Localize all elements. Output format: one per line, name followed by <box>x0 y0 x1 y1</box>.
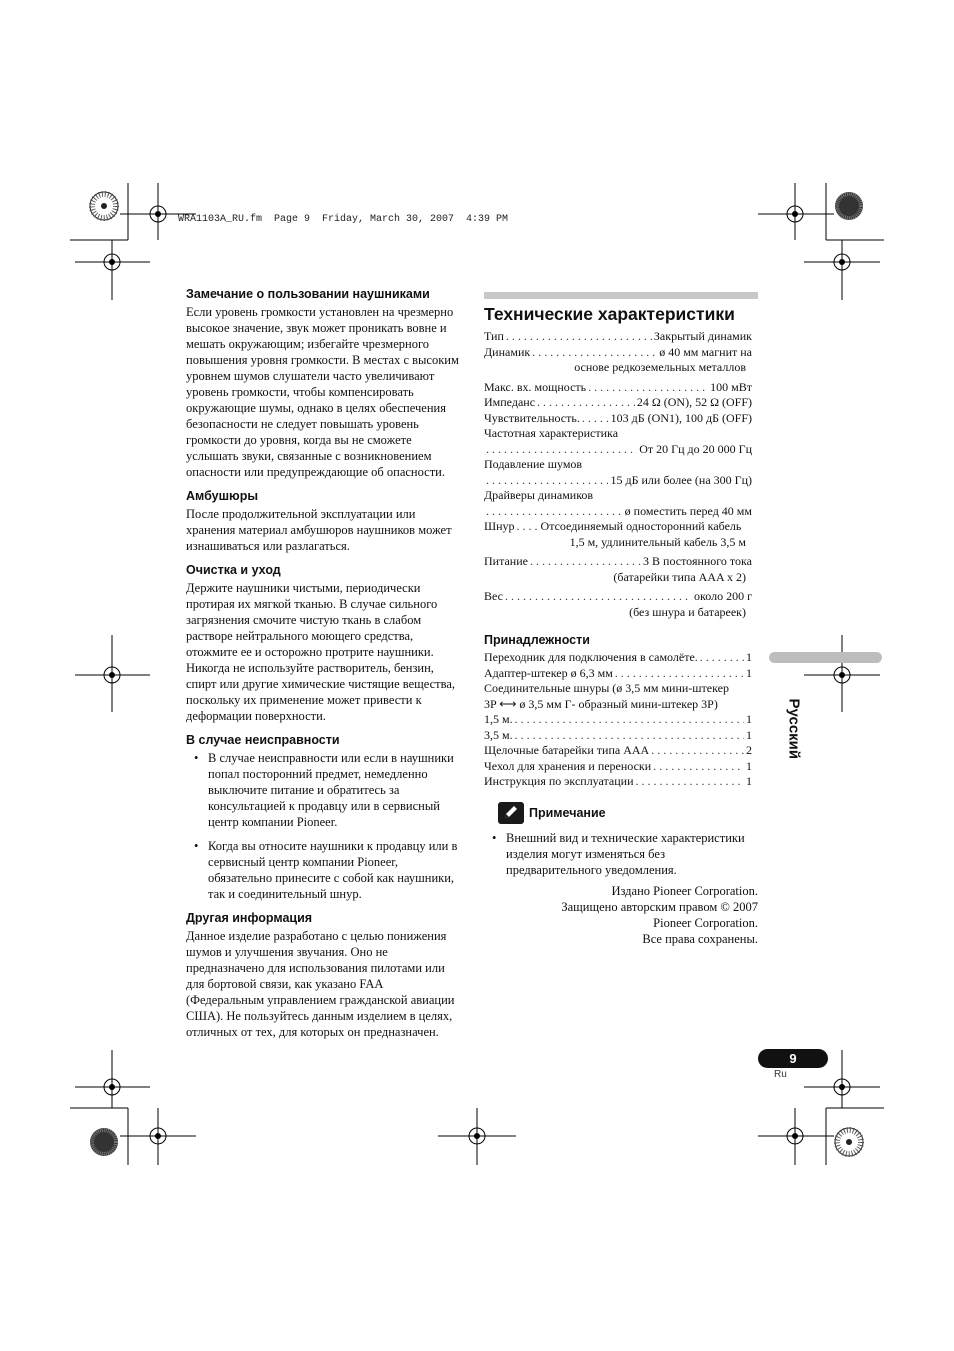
section-title-cleaning: Очистка и уход <box>186 563 281 577</box>
file-header-line: WRA1103A_RU.fm Page 9 Friday, March 30, 2007 4:39 PM <box>178 214 509 225</box>
bullet-malfunction-2: • Когда вы относите наушники к продавцу или в сервисный центр компании Pioneer, обязательно принесите с собой как наушники, так и соединительный шнур. <box>186 838 460 902</box>
acc-row-cord-15: 1,5 м. . . . 1 <box>484 712 752 728</box>
spec-row-weight-cont: (без шнура и батареек) <box>629 604 746 619</box>
copyright-line-1: Издано Pioneer Corporation. <box>611 884 758 898</box>
copyright-line-3: Pioneer Corporation. <box>653 916 758 930</box>
language-tab-bar <box>769 652 882 663</box>
spec-row-nr-label: Подавление шумов <box>484 457 583 471</box>
acc-row-cords: Соединительные шнуры (ø 3,5 мм мини-штекер <box>484 681 729 695</box>
section-title-other-info: Другая информация <box>186 911 313 925</box>
spec-row-sensitivity: Чувствительность. . . . 103 дБ (ON1), 100 дБ (OFF) <box>484 411 752 427</box>
acc-row-manual: Инструкция по эксплуатации . . . 1 <box>484 774 752 790</box>
acc-row-batteries: Щелочные батарейки типа AAA . . . 2 <box>484 743 752 759</box>
spec-row-type: Тип . . . Закрытый динамик <box>484 329 752 345</box>
spec-row-freq-label: Частотная характеристика <box>484 426 619 440</box>
specs-title-bar <box>484 292 758 299</box>
section-text-headphone-use: Если уровень громкости установлен на чрезмерно высокое значение, звук может проникать вовне и мешать окружающим; избегайте чрезмерного повышения уровня громкости. В местах с высоким уровнем шумов слушатели часто увеличивают уровень громкости, чтобы компенсировать окружающие шумы, однако в целях обеспечения безопасности не следует повышать уровень громкости до уровня, когда вы не сможете услышать звуки, связанные с возникновением опасности или предупреждающие об опасности. <box>186 305 459 479</box>
note-title: Примечание <box>529 805 606 820</box>
section-title-earpads: Амбушюры <box>186 489 259 503</box>
bullet-malfunction-1: • В случае неисправности или если в наушники попал посторонний предмет, немедленно выключите питание и обратитесь за консультацией к продавцу или в сервисный центр компании Pioneer. <box>186 750 460 830</box>
section-title-malfunction: В случае неисправности <box>186 733 340 747</box>
accessories-list <box>484 650 752 790</box>
acc-row-case: Чехол для хранения и переноски . . . 1 <box>484 759 752 775</box>
pencil-note-icon <box>498 802 524 824</box>
spec-row-driver: Динамик . . . ø 40 мм магнит на <box>484 345 752 361</box>
note-header <box>498 802 758 824</box>
spec-row-drivers-label: Драйверы динамиков <box>484 488 594 502</box>
spec-row-cord-cont: 1,5 м, удлинительный кабель 3,5 м <box>569 534 746 549</box>
spec-row-freq-value: . . . От 20 Гц до 20 000 Гц <box>484 442 752 458</box>
section-text-earpads: После продолжительной эксплуатации или хранения материал амбушюров наушников может изнашиваться или разлагаться. <box>186 507 452 553</box>
acc-row-plug-adapter: Адаптер-штекер ø 6,3 мм . . . 1 <box>484 666 752 682</box>
accessories-title: Принадлежности <box>484 633 590 647</box>
copyright-line-4: Все права сохранены. <box>642 932 758 946</box>
page-language-code: Ru <box>774 1069 787 1080</box>
acc-row-airplane-adapter: Переходник для подключения в самолёте. . . . 1 <box>484 650 752 666</box>
right-column <box>484 286 758 886</box>
section-title-headphone-use: Замечание о пользовании наушниками <box>186 287 430 301</box>
spec-row-cord: Шнур . . . Отсоединяемый односторонний кабель <box>484 519 752 535</box>
section-text-cleaning: Держите наушники чистыми, периодически протирая их мягкой тканью. В случае сильного загрязнения смочите чистую ткань в слабом растворе нейтрального моющего средства, отожмите ее и осторожно протрите наушники. Никогда не используйте растворитель, бензин, спирт или другие химические чистящие вещества, поскольку их применение может привести к деформации поверхности. <box>186 581 456 723</box>
spec-row-max-power: Макс. вх. мощность . . . 100 мВт <box>484 380 752 396</box>
spec-row-power-supply: Питание . . . 3 В постоянного тока <box>484 554 752 570</box>
spec-row-driver-cont: основе редкоземельных металлов <box>574 360 746 374</box>
spec-row-drivers-value: . . . ø поместить перед 40 мм <box>484 504 752 520</box>
note-bullet: • Внешний вид и технические характеристики изделия могут изменяться без предварительного уведомления. <box>484 830 758 878</box>
section-text-other-info: Данное изделие разработано с целью понижения шумов и улучшения звучания. Оно не предназначено для использования пилотами или для бортовой связи, как указано FAA (Федеральным управлением гражданской авиации США). Не пользуйтесь данным изделием в целях, отличных от тех, для которых он предназначен. <box>186 929 455 1039</box>
acc-row-cords-cont: 3P ⟷ ø 3,5 мм Г- образный мини-штекер 3P) <box>484 696 718 711</box>
spec-row-weight: Вес . . . около 200 г <box>484 589 752 605</box>
spec-row-nr-value: . . . 15 дБ или более (на 300 Гц) <box>484 473 752 489</box>
page-number-badge: 9 <box>758 1049 828 1068</box>
specs-title: Технические характеристики <box>484 304 735 324</box>
copyright-block <box>520 883 758 947</box>
specs-list <box>484 329 752 620</box>
copyright-line-2: Защищено авторским правом © 2007 <box>561 900 758 914</box>
spec-row-power-supply-cont: (батарейки типа AAA x 2) <box>613 569 746 584</box>
language-tab-label: Русский <box>785 698 803 760</box>
left-column <box>186 286 460 1048</box>
spec-row-impedance: Импеданс . . . 24 Ω (ON), 52 Ω (OFF) <box>484 395 752 411</box>
acc-row-cord-35: 3,5 м. . . . 1 <box>484 728 752 744</box>
